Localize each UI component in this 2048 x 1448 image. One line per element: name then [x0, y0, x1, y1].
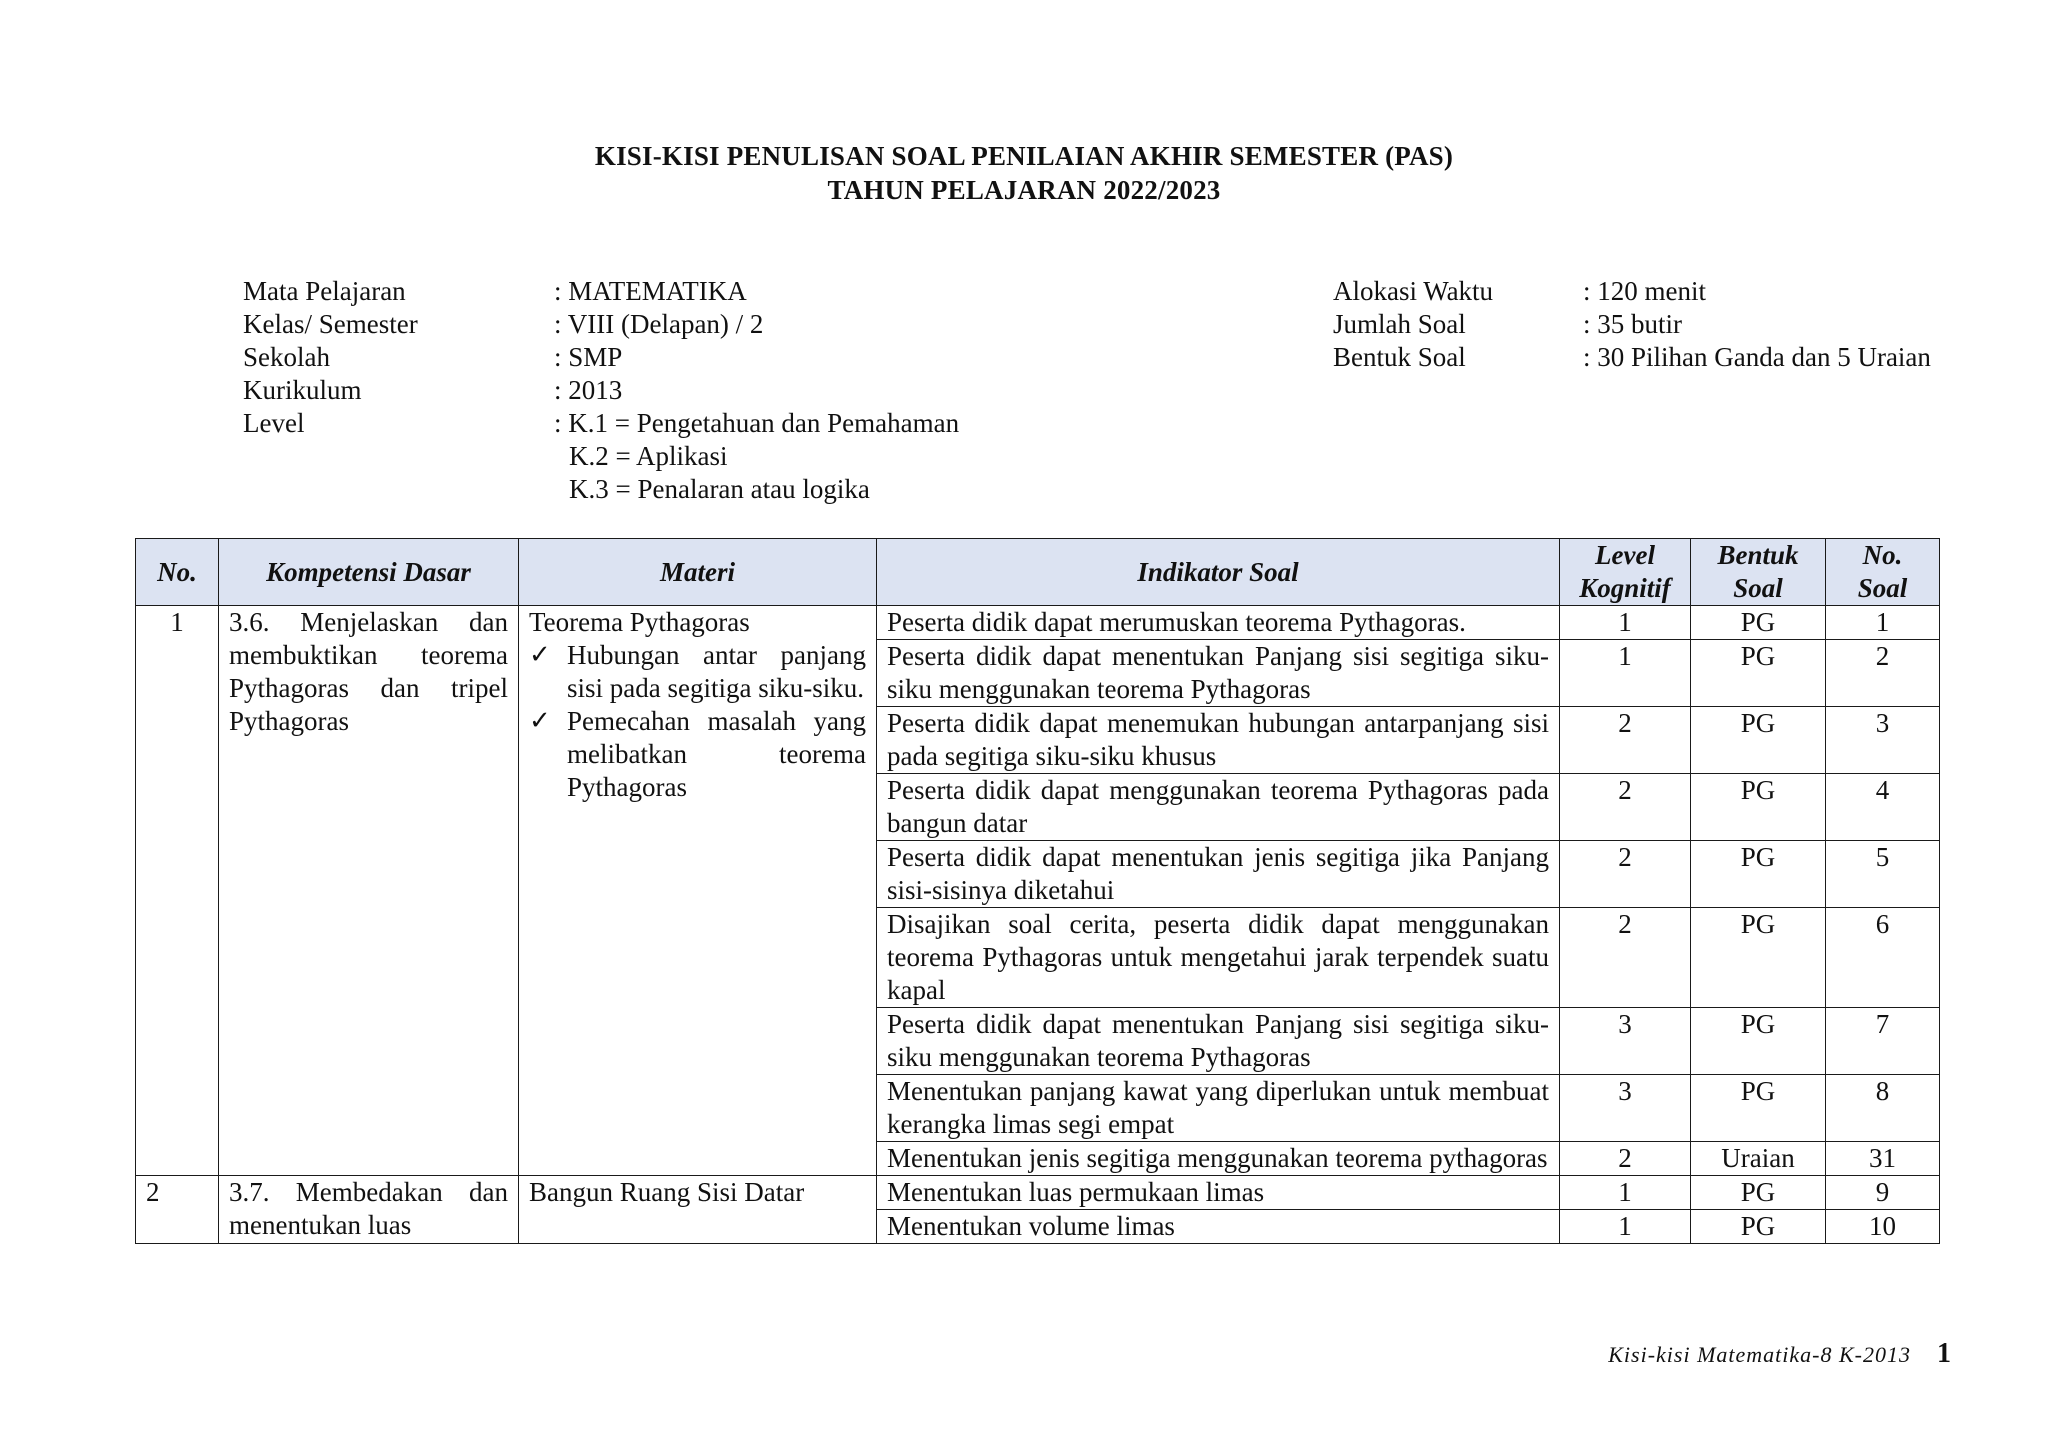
- info-label: Bentuk Soal: [1333, 342, 1466, 372]
- indikator-soal: Peserta didik dapat menentukan Panjang sisi segitiga siku-siku menggunakan teorema Pythagoras: [877, 1008, 1560, 1075]
- info-row: [243, 341, 959, 374]
- indikator-soal: Peserta didik dapat menemukan hubungan antarpanjang sisi pada segitiga siku-siku khusus: [877, 707, 1560, 774]
- bentuk-soal: PG: [1691, 606, 1826, 640]
- level-kognitif: 3: [1560, 1075, 1691, 1142]
- level-k2: K.2 = Aplikasi: [569, 441, 728, 471]
- level-kognitif: 3: [1560, 1008, 1691, 1075]
- indikator-soal: Disajikan soal cerita, peserta didik dapat menggunakan teorema Pythagoras untuk mengetahui jarak terpendek suatu kapal: [877, 908, 1560, 1008]
- header-no-soal: No. Soal: [1826, 539, 1940, 606]
- nomor-soal: 3: [1826, 707, 1940, 774]
- bentuk-soal: PG: [1691, 841, 1826, 908]
- page-number: 1: [1937, 1338, 1951, 1369]
- indikator-soal: Menentukan volume limas: [877, 1210, 1560, 1244]
- checkmark-icon: ✓: [529, 640, 551, 670]
- level-kognitif: 2: [1560, 774, 1691, 841]
- indikator-soal: Peserta didik dapat merumuskan teorema Pythagoras.: [877, 606, 1560, 640]
- kisi-kisi-table: [135, 538, 1940, 1244]
- level-k3: K.3 = Penalaran atau logika: [569, 474, 870, 504]
- header-level-kognitif: Level Kognitif: [1560, 539, 1691, 606]
- info-row: [243, 440, 959, 473]
- page-footer: [1608, 1338, 1951, 1370]
- document-subtitle: TAHUN PELAJARAN 2022/2023: [827, 175, 1221, 205]
- info-row: [243, 308, 959, 341]
- nomor-soal: 9: [1826, 1176, 1940, 1210]
- indikator-soal: Menentukan luas permukaan limas: [877, 1176, 1560, 1210]
- bentuk-soal: PG: [1691, 707, 1826, 774]
- info-value: : SMP: [554, 342, 623, 372]
- bentuk-soal: PG: [1691, 1075, 1826, 1142]
- bentuk-soal: Uraian: [1691, 1142, 1826, 1176]
- level-kognitif: 1: [1560, 1176, 1691, 1210]
- info-label: Kelas/ Semester: [243, 309, 418, 339]
- info-label: Alokasi Waktu: [1333, 276, 1494, 306]
- bentuk-soal: PG: [1691, 1210, 1826, 1244]
- indikator-soal: Menentukan jenis segitiga menggunakan teorema pythagoras: [877, 1142, 1560, 1176]
- nomor-soal: 6: [1826, 908, 1940, 1008]
- materi-cell: [519, 606, 877, 1176]
- nomor-soal: 7: [1826, 1008, 1940, 1075]
- bentuk-soal: PG: [1691, 908, 1826, 1008]
- indikator-soal: Peserta didik dapat menggunakan teorema Pythagoras pada bangun datar: [877, 774, 1560, 841]
- info-row: [243, 473, 959, 506]
- bentuk-soal: PG: [1691, 1008, 1826, 1075]
- info-row: [1333, 341, 1931, 374]
- nomor-soal: 10: [1826, 1210, 1940, 1244]
- info-label: Level: [243, 408, 305, 438]
- header-kompetensi-dasar: Kompetensi Dasar: [219, 539, 519, 606]
- kompetensi-dasar: 3.6. Menjelaskan dan membuktikan teorema Pythagoras dan tripel Pythagoras: [219, 606, 519, 1176]
- kompetensi-dasar: 3.7. Membedakan dan menentukan luas: [219, 1176, 519, 1244]
- bentuk-soal: PG: [1691, 1176, 1826, 1210]
- info-value: : K.1 = Pengetahuan dan Pemahaman: [554, 408, 960, 438]
- table-row: [136, 1176, 1940, 1210]
- info-row: [243, 275, 959, 308]
- footer-text: Kisi-kisi Matematika-8 K-2013: [1608, 1342, 1911, 1367]
- materi-title: Teorema Pythagoras: [529, 607, 750, 637]
- info-row: [243, 407, 959, 440]
- nomor-soal: 8: [1826, 1075, 1940, 1142]
- info-value: : 2013: [554, 375, 623, 405]
- info-left: [243, 275, 959, 506]
- info-value: : MATEMATIKA: [554, 276, 747, 306]
- header-materi: Materi: [519, 539, 877, 606]
- indikator-soal: Peserta didik dapat menentukan Panjang sisi segitiga siku-siku menggunakan teorema Pythagoras: [877, 640, 1560, 707]
- row-number: 2: [136, 1176, 219, 1244]
- info-value: : 30 Pilihan Ganda dan 5 Uraian: [1583, 342, 1931, 372]
- info-value: : 35 butir: [1583, 309, 1682, 339]
- table-header-row: [136, 539, 1940, 606]
- info-value: : 120 menit: [1583, 276, 1706, 306]
- level-kognitif: 2: [1560, 908, 1691, 1008]
- nomor-soal: 31: [1826, 1142, 1940, 1176]
- level-kognitif: 1: [1560, 1210, 1691, 1244]
- info-right: [1333, 275, 1931, 374]
- info-value: : VIII (Delapan) / 2: [554, 309, 764, 339]
- document-title: KISI-KISI PENULISAN SOAL PENILAIAN AKHIR SEMESTER (PAS): [594, 141, 1454, 171]
- nomor-soal: 2: [1826, 640, 1940, 707]
- materi-item: ✓ Pemecahan masalah yang melibatkan teorema Pythagoras: [529, 706, 866, 802]
- info-label: Mata Pelajaran: [243, 276, 406, 306]
- info-row: [1333, 275, 1931, 308]
- header-no: No.: [136, 539, 219, 606]
- materi-item: ✓ Hubungan antar panjang sisi pada segitiga siku-siku.: [529, 640, 866, 703]
- level-kognitif: 1: [1560, 640, 1691, 707]
- nomor-soal: 4: [1826, 774, 1940, 841]
- header-indikator-soal: Indikator Soal: [877, 539, 1560, 606]
- bentuk-soal: PG: [1691, 640, 1826, 707]
- header-bentuk-soal: Bentuk Soal: [1691, 539, 1826, 606]
- nomor-soal: 5: [1826, 841, 1940, 908]
- table-row: [136, 606, 1940, 640]
- row-number: 1: [136, 606, 219, 1176]
- materi-title: Bangun Ruang Sisi Datar: [519, 1176, 877, 1244]
- level-kognitif: 2: [1560, 707, 1691, 774]
- info-row: [1333, 308, 1931, 341]
- info-label: Jumlah Soal: [1333, 309, 1466, 339]
- bentuk-soal: PG: [1691, 774, 1826, 841]
- indikator-soal: Peserta didik dapat menentukan jenis segitiga jika Panjang sisi-sisinya diketahui: [877, 841, 1560, 908]
- level-kognitif: 1: [1560, 606, 1691, 640]
- materi-list: [529, 639, 866, 804]
- indikator-soal: Menentukan panjang kawat yang diperlukan untuk membuat kerangka limas segi empat: [877, 1075, 1560, 1142]
- level-kognitif: 2: [1560, 841, 1691, 908]
- info-label: Sekolah: [243, 342, 330, 372]
- checkmark-icon: ✓: [529, 706, 551, 736]
- info-row: [243, 374, 959, 407]
- level-kognitif: 2: [1560, 1142, 1691, 1176]
- nomor-soal: 1: [1826, 606, 1940, 640]
- info-label: Kurikulum: [243, 375, 362, 405]
